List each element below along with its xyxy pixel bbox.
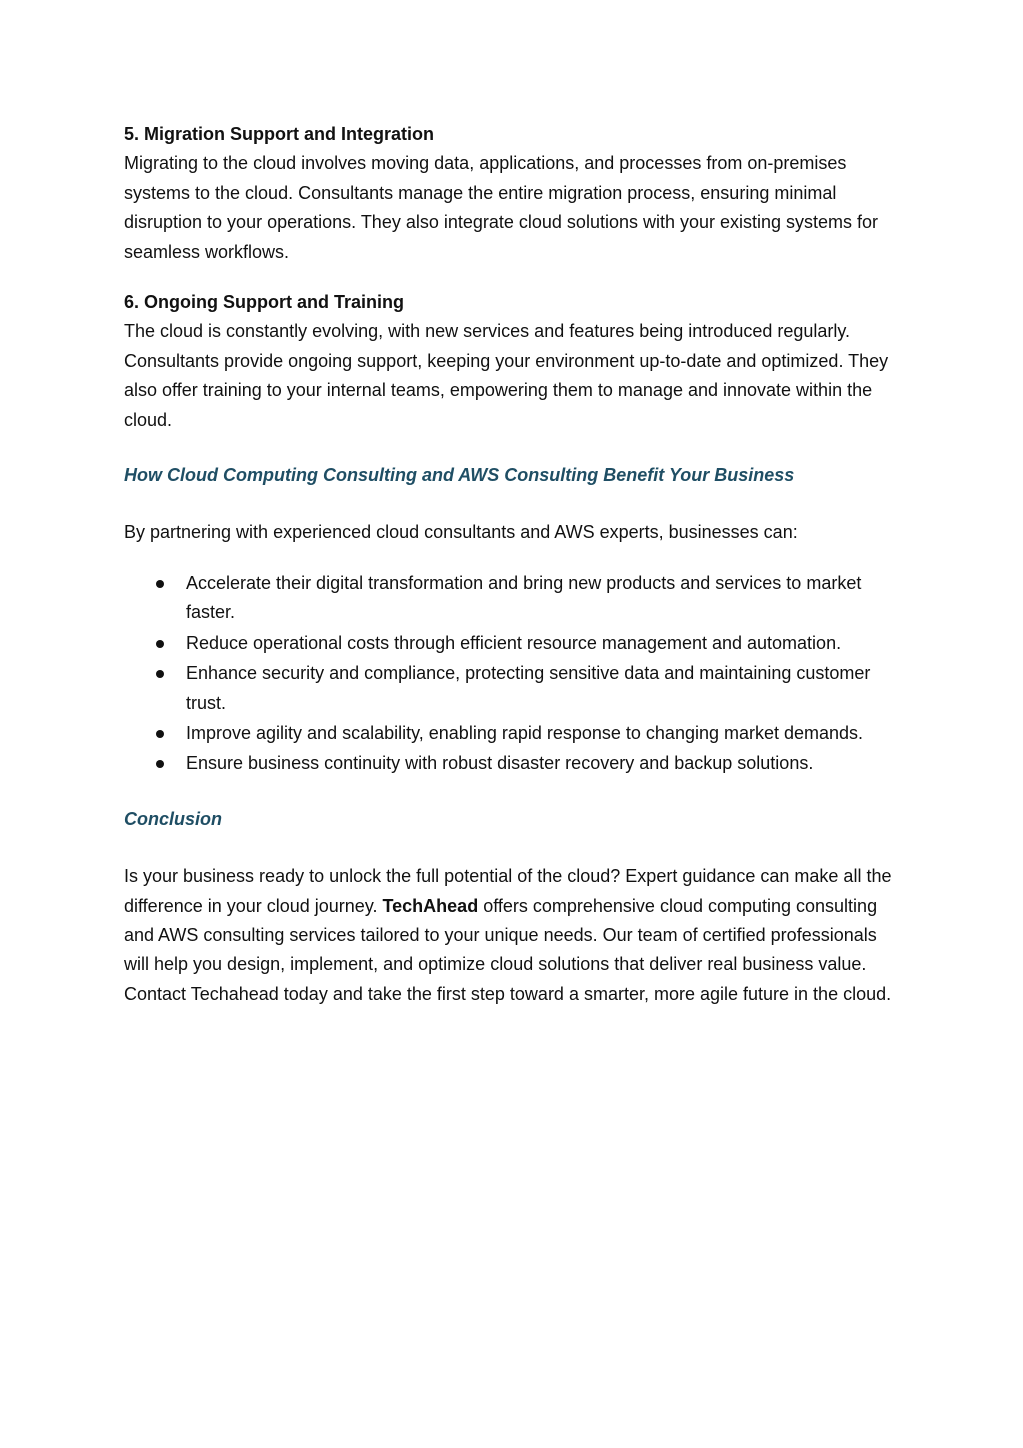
section-ongoing-support (124, 288, 904, 435)
bullet-icon (156, 730, 164, 738)
bullet-icon (156, 640, 164, 648)
list-item (124, 659, 904, 718)
list-item-text: Reduce operational costs through efficient resource management and automation. (186, 632, 842, 653)
list-item (124, 749, 904, 778)
benefits-heading: How Cloud Computing Consulting and AWS Consulting Benefit Your Business (124, 465, 795, 486)
conclusion-body (124, 862, 904, 1009)
bullet-icon (156, 760, 164, 768)
brand-name: TechAhead (382, 895, 479, 916)
list-item-text: Improve agility and scalability, enabling rapid response to changing market demands. (186, 722, 864, 743)
list-item (124, 569, 904, 628)
section-migration (124, 120, 904, 267)
list-item-text: Enhance security and compliance, protecting sensitive data and maintaining customer trust. (186, 663, 871, 713)
conclusion-text-before: Is your business ready to unlock the full potential of the cloud? Expert guidance can make all the difference in your cloud journey. (124, 866, 892, 916)
section-body-ongoing-support: The cloud is constantly evolving, with new services and features being introduced regularly. Consultants provide ongoing support, keeping your environment up-to-date and optimized. They also offer training to your internal teams, empowering them to manage and innovate within the cloud. (124, 321, 889, 430)
list-item-text: Accelerate their digital transformation and bring new products and services to market faster. (186, 572, 862, 623)
section-heading-migration: 5. Migration Support and Integration (124, 124, 434, 144)
benefits-list (124, 569, 904, 779)
document-page (124, 120, 904, 1009)
bullet-icon (156, 580, 164, 588)
list-item-text: Ensure business continuity with robust disaster recovery and backup solutions. (186, 753, 814, 774)
list-item (124, 629, 904, 658)
benefits-intro: By partnering with experienced cloud consultants and AWS experts, businesses can: (124, 522, 798, 543)
conclusion-heading: Conclusion (124, 808, 222, 829)
section-heading-ongoing-support: 6. Ongoing Support and Training (124, 292, 404, 313)
bullet-icon (156, 670, 164, 678)
conclusion-text-after: offers comprehensive cloud computing consulting and AWS consulting services tailored to your unique needs. Our team of certified professionals will help you design, implement, and optimize cloud solutions that deliver real business value. Contact Techahead today and take the first step toward a smarter, more agile future in the cloud. (124, 895, 892, 1004)
list-item (124, 719, 904, 748)
section-body-migration: Migrating to the cloud involves moving data, applications, and processes from on-premises systems to the cloud. Consultants manage the entire migration process, ensuring minimal disruption to your operations. They also integrate cloud solutions with your existing systems for seamless workflows. (124, 153, 879, 262)
